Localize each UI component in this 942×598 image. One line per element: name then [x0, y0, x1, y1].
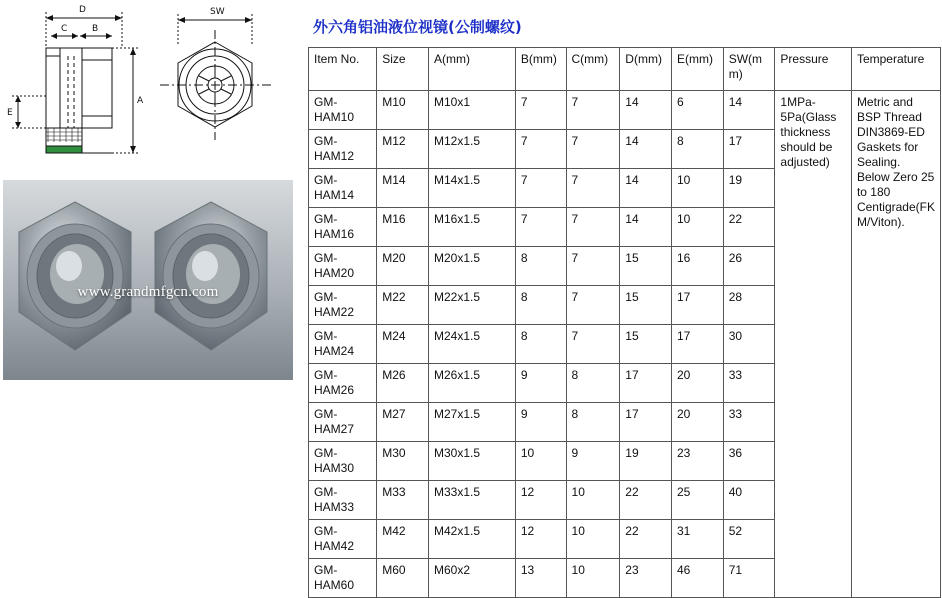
cell-size: M33 — [377, 481, 429, 520]
dim-label-C: C — [61, 24, 68, 34]
cell-b: 12 — [515, 520, 566, 559]
cell-item: GM-HAM14 — [309, 169, 377, 208]
cell-a: M30x1.5 — [428, 442, 515, 481]
cell-a: M22x1.5 — [428, 286, 515, 325]
cell-c: 7 — [566, 325, 620, 364]
cell-b: 7 — [515, 91, 566, 130]
cell-sw: 36 — [723, 442, 775, 481]
cell-item: GM-HAM16 — [309, 208, 377, 247]
cell-size: M60 — [377, 559, 429, 598]
cell-e: 10 — [672, 169, 724, 208]
cell-e: 20 — [672, 364, 724, 403]
cell-b: 8 — [515, 247, 566, 286]
cell-e: 46 — [672, 559, 724, 598]
cell-item: GM-HAM24 — [309, 325, 377, 364]
cell-item: GM-HAM20 — [309, 247, 377, 286]
dim-label-D: D — [79, 5, 86, 15]
cell-c: 7 — [566, 286, 620, 325]
cell-size: M26 — [377, 364, 429, 403]
col-header-size: Size — [377, 48, 429, 91]
cell-sw: 22 — [723, 208, 775, 247]
technical-drawing — [0, 0, 302, 178]
cell-size: M20 — [377, 247, 429, 286]
cell-item: GM-HAM42 — [309, 520, 377, 559]
cell-e: 17 — [672, 325, 724, 364]
page-title: 外六角铝油液位视镜(公制螺纹) — [313, 18, 522, 36]
cell-b: 9 — [515, 403, 566, 442]
cell-sw: 33 — [723, 403, 775, 442]
dim-label-E: E — [7, 108, 13, 118]
cell-d: 15 — [620, 247, 672, 286]
cell-d: 15 — [620, 325, 672, 364]
cell-item: GM-HAM27 — [309, 403, 377, 442]
cell-d: 19 — [620, 442, 672, 481]
col-header-pressure: Pressure — [775, 48, 852, 91]
cell-sw: 19 — [723, 169, 775, 208]
photo-watermark: www.grandmfgcn.com — [77, 284, 219, 300]
cell-d: 14 — [620, 208, 672, 247]
col-header-temperature: Temperature — [851, 48, 940, 91]
cell-a: M27x1.5 — [428, 403, 515, 442]
cell-c: 9 — [566, 442, 620, 481]
cell-c: 7 — [566, 247, 620, 286]
cell-size: M24 — [377, 325, 429, 364]
col-header-a: A(mm) — [428, 48, 515, 91]
table-header-row — [309, 48, 941, 91]
cell-size: M12 — [377, 130, 429, 169]
col-header-c: C(mm) — [566, 48, 620, 91]
col-header-d: D(mm) — [620, 48, 672, 91]
cell-item: GM-HAM12 — [309, 130, 377, 169]
cell-d: 17 — [620, 403, 672, 442]
cell-item: GM-HAM30 — [309, 442, 377, 481]
cell-d: 14 — [620, 130, 672, 169]
cell-sw: 28 — [723, 286, 775, 325]
cell-a: M20x1.5 — [428, 247, 515, 286]
cell-c: 10 — [566, 559, 620, 598]
specification-table — [308, 47, 941, 598]
dim-label-SW: SW — [210, 7, 225, 17]
col-header-e: E(mm) — [672, 48, 724, 91]
cell-c: 7 — [566, 91, 620, 130]
cell-sw: 30 — [723, 325, 775, 364]
cell-sw: 52 — [723, 520, 775, 559]
cell-size: M42 — [377, 520, 429, 559]
col-header-b: B(mm) — [515, 48, 566, 91]
cell-sw: 17 — [723, 130, 775, 169]
cell-d: 22 — [620, 520, 672, 559]
cell-e: 16 — [672, 247, 724, 286]
cell-item: GM-HAM22 — [309, 286, 377, 325]
cell-sw: 71 — [723, 559, 775, 598]
cell-item: GM-HAM10 — [309, 91, 377, 130]
cell-d: 17 — [620, 364, 672, 403]
table-row — [309, 91, 941, 130]
cell-a: M14x1.5 — [428, 169, 515, 208]
cell-sw: 33 — [723, 364, 775, 403]
cell-a: M10x1 — [428, 91, 515, 130]
cell-b: 8 — [515, 325, 566, 364]
cell-size: M27 — [377, 403, 429, 442]
cell-a: M26x1.5 — [428, 364, 515, 403]
cell-b: 13 — [515, 559, 566, 598]
cell-e: 20 — [672, 403, 724, 442]
cell-b: 12 — [515, 481, 566, 520]
cell-item: GM-HAM26 — [309, 364, 377, 403]
cell-b: 7 — [515, 208, 566, 247]
cell-size: M30 — [377, 442, 429, 481]
cell-b: 8 — [515, 286, 566, 325]
cell-b: 9 — [515, 364, 566, 403]
cell-c: 7 — [566, 169, 620, 208]
cell-e: 23 — [672, 442, 724, 481]
cell-e: 25 — [672, 481, 724, 520]
cell-c: 8 — [566, 364, 620, 403]
cell-item: GM-HAM60 — [309, 559, 377, 598]
cell-size: M16 — [377, 208, 429, 247]
cell-c: 8 — [566, 403, 620, 442]
cell-d: 14 — [620, 91, 672, 130]
cell-c: 10 — [566, 520, 620, 559]
cell-sw: 40 — [723, 481, 775, 520]
photo-illustration — [3, 180, 293, 380]
cell-d: 23 — [620, 559, 672, 598]
col-header-sw: SW(mm) — [723, 48, 775, 91]
cell-e: 31 — [672, 520, 724, 559]
col-header-item: Item No. — [309, 48, 377, 91]
cell-size: M22 — [377, 286, 429, 325]
spec-panel — [305, 0, 942, 598]
cell-pressure: 1MPa-5Pa(Glass thickness should be adjusted) — [775, 91, 852, 598]
cell-d: 15 — [620, 286, 672, 325]
cell-b: 10 — [515, 442, 566, 481]
cell-size: M10 — [377, 91, 429, 130]
cell-temperature: Metric and BSP Thread DIN3869-ED Gaskets for Sealing. Below Zero 25 to 180 Centigrade(FKM/Viton). — [851, 91, 940, 598]
cell-size: M14 — [377, 169, 429, 208]
cell-e: 10 — [672, 208, 724, 247]
cell-a: M60x2 — [428, 559, 515, 598]
dim-label-A: A — [137, 96, 144, 106]
cell-a: M42x1.5 — [428, 520, 515, 559]
cell-a: M12x1.5 — [428, 130, 515, 169]
cell-b: 7 — [515, 130, 566, 169]
cell-e: 8 — [672, 130, 724, 169]
cell-a: M33x1.5 — [428, 481, 515, 520]
product-photo — [3, 180, 293, 380]
cell-c: 7 — [566, 130, 620, 169]
cell-e: 6 — [672, 91, 724, 130]
cell-a: M16x1.5 — [428, 208, 515, 247]
dim-label-B: B — [92, 24, 99, 34]
cell-e: 17 — [672, 286, 724, 325]
cell-d: 22 — [620, 481, 672, 520]
cell-sw: 14 — [723, 91, 775, 130]
cell-item: GM-HAM33 — [309, 481, 377, 520]
cell-c: 7 — [566, 208, 620, 247]
cell-d: 14 — [620, 169, 672, 208]
cell-b: 7 — [515, 169, 566, 208]
left-column — [0, 0, 302, 598]
cell-sw: 26 — [723, 247, 775, 286]
drawing-svg — [0, 0, 302, 178]
cell-a: M24x1.5 — [428, 325, 515, 364]
cell-c: 10 — [566, 481, 620, 520]
